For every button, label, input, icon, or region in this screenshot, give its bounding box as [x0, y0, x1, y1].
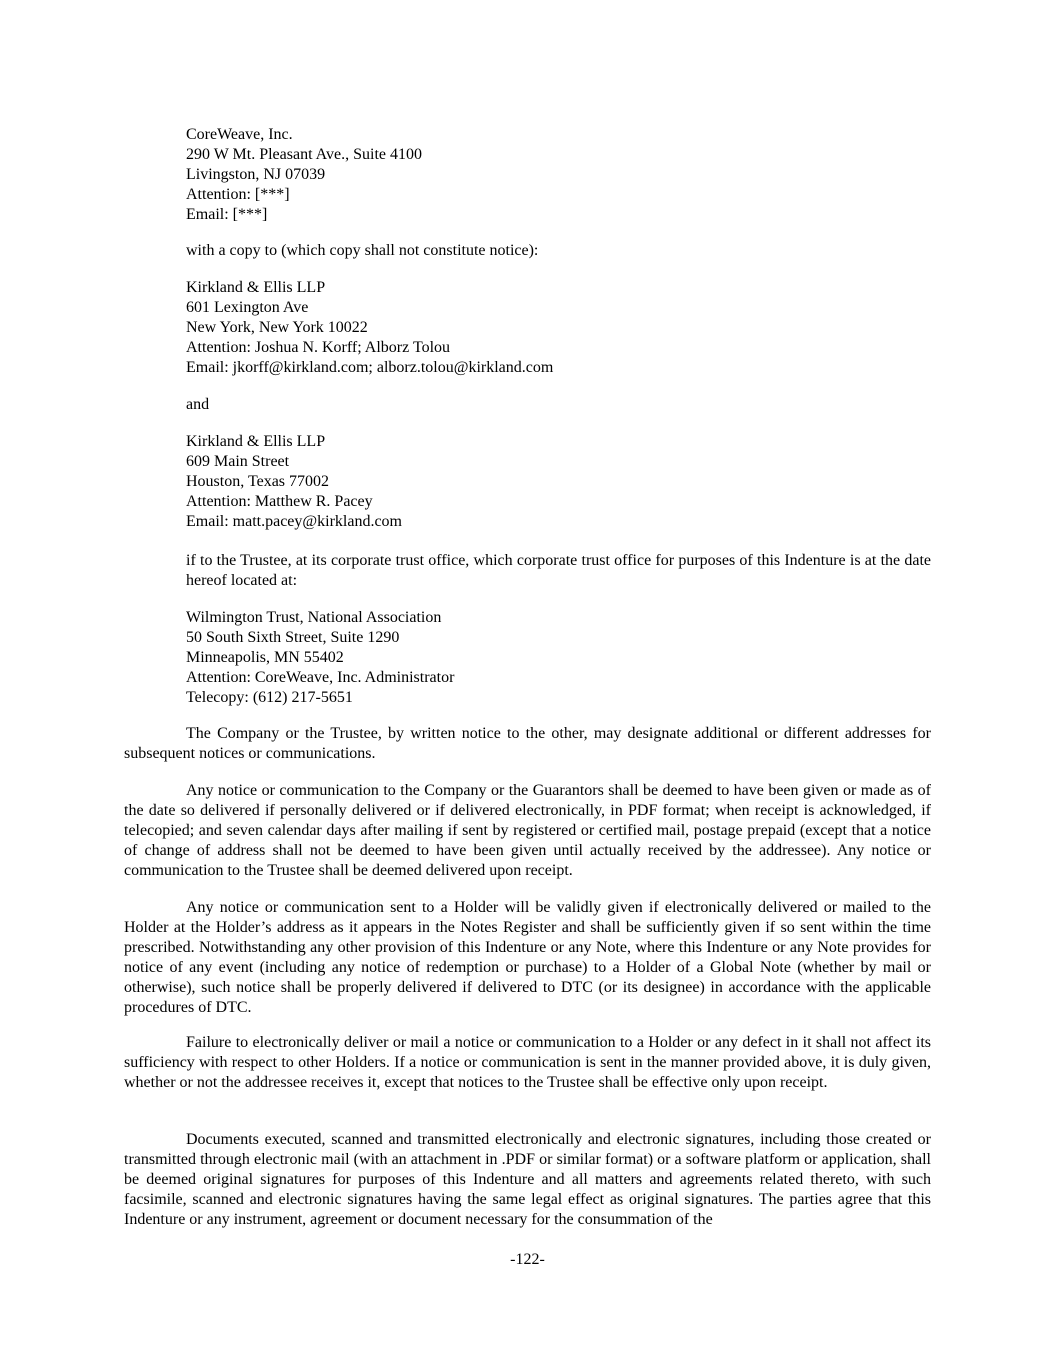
- body-paragraph: Any notice or communication to the Company or the Guarantors shall be deemed to have been given or made as of the date so delivered if personally delivered or if delivered electronically, in PDF format; when receipt is acknowledged, if telecopied; and seven calendar days after mailing if sent by registered or certified mail, postage prepaid (except that a notice of change of address shall not be deemed to have been given until actually received by the addressee). Any notice or communication to the Trustee shall be deemed delivered upon receipt.: [124, 782, 931, 879]
- copy-intro-text: with a copy to (which copy shall not constitute notice):: [186, 242, 539, 259]
- address-line: Wilmington Trust, National Association: [186, 609, 442, 626]
- body-paragraph: Failure to electronically deliver or mail a notice or communication to a Holder or any defect in it shall not affect its sufficiency with respect to other Holders. If a notice or communication is sent in the manner provided above, it is duly given, whether or not the addressee receives it, except that notices to the Trustee shall be effective only upon receipt.: [124, 1034, 931, 1091]
- address-line: New York, New York 10022: [186, 319, 368, 336]
- trustee-address-block: [186, 608, 931, 708]
- address-line: Attention: Joshua N. Korff; Alborz Tolou: [186, 339, 451, 356]
- address-line: Kirkland & Ellis LLP: [186, 433, 326, 450]
- address-line: 290 W Mt. Pleasant Ave., Suite 4100: [186, 146, 422, 163]
- address-line: 601 Lexington Ave: [186, 299, 309, 316]
- company-address-block: [186, 125, 931, 225]
- address-line: Houston, Texas 77002: [186, 473, 330, 490]
- and-text: and: [186, 396, 210, 413]
- address-line: Minneapolis, MN 55402: [186, 649, 344, 666]
- body-paragraph: Any notice or communication sent to a Holder will be validly given if electronically delivered or mailed to the Holder at the Holder’s address as it appears in the Notes Register and shall be sufficiently given if so sent within the time prescribed. Notwithstanding any other provision of this Indenture or any Note, where this Indenture or any Note provides for notice of any event (including any notice of redemption or purchase) to a Holder of a Global Note (whether by mail or otherwise), such notice shall be properly delivered if delivered to DTC (or its designee) in accordance with the applicable procedures of DTC.: [124, 899, 931, 1016]
- kirkland-houston-address-block: [186, 432, 931, 532]
- copy-intro: [186, 241, 931, 261]
- address-line: Email: [***]: [186, 206, 268, 223]
- address-line: 50 South Sixth Street, Suite 1290: [186, 629, 400, 646]
- address-line: Attention: [***]: [186, 186, 290, 203]
- address-line: 609 Main Street: [186, 453, 290, 470]
- address-line: Email: jkorff@kirkland.com; alborz.tolou@kirkland.com: [186, 359, 554, 376]
- address-line: Telecopy: (612) 217-5651: [186, 689, 353, 706]
- kirkland-ny-address-block: [186, 278, 931, 378]
- address-line: CoreWeave, Inc.: [186, 126, 293, 143]
- address-line: Email: matt.pacey@kirkland.com: [186, 513, 402, 530]
- page-number: -122-: [510, 1251, 545, 1268]
- body-paragraph: Documents executed, scanned and transmitted electronically and electronic signatures, including those created or transmitted through electronic mail (with an attachment in .PDF or similar format) or a software platform or application, shall be deemed original signatures for purposes of this Indenture and all matters and agreements related thereto, with such facsimile, scanned and electronic signatures having the same legal effect as original signatures. The parties agree that this Indenture or any instrument, agreement or document necessary for the consummation of the: [124, 1131, 931, 1228]
- body-paragraph: The Company or the Trustee, by written notice to the other, may designate additional or different addresses for subsequent notices or communications.: [124, 725, 931, 762]
- address-line: Attention: CoreWeave, Inc. Administrator: [186, 669, 455, 686]
- address-line: Livingston, NJ 07039: [186, 166, 326, 183]
- trustee-intro: if to the Trustee, at its corporate trust office, which corporate trust office for purposes of this Indenture is at the date hereof located at:: [186, 552, 931, 589]
- address-line: Attention: Matthew R. Pacey: [186, 493, 373, 510]
- and-connector: [186, 395, 931, 415]
- address-line: Kirkland & Ellis LLP: [186, 279, 326, 296]
